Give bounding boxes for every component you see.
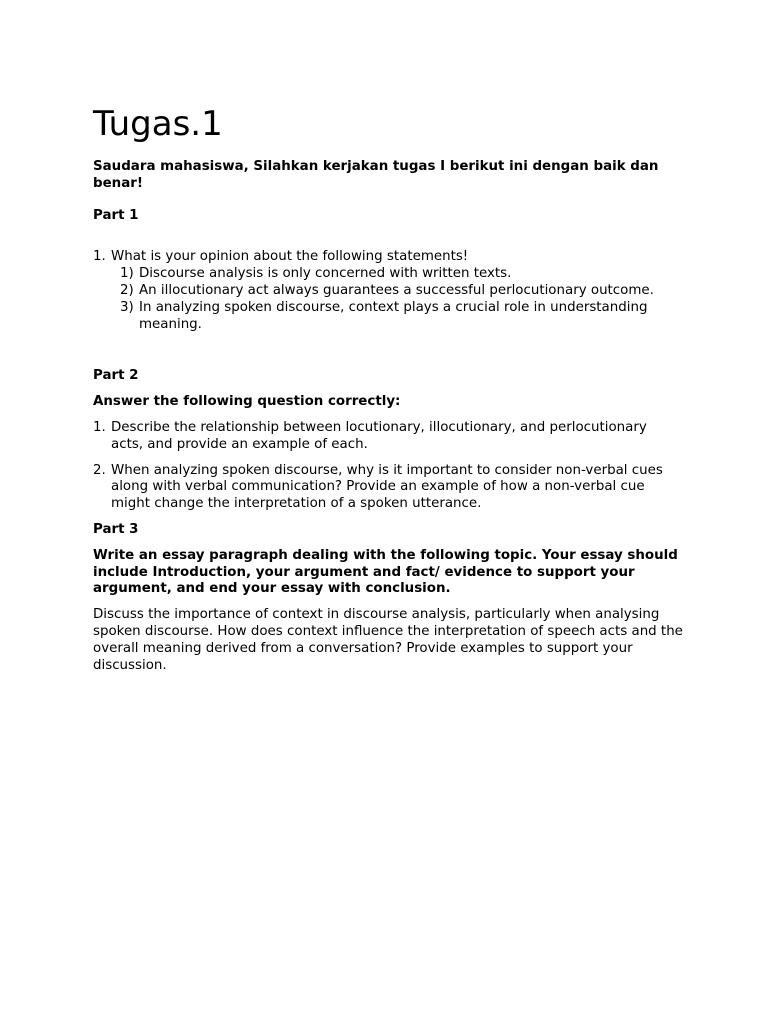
statement-text: Discourse analysis is only concerned with written texts. [139, 266, 512, 282]
question-text: When analyzing spoken discourse, why is it important to consider non-verbal cues along with verbal communication? Provide an example of how a non-verbal cue might change the interpretation of a spoken utterance. [111, 462, 663, 512]
part1-item-number: 1. [93, 249, 106, 265]
part1-item-text: What is your opinion about the following statements! [111, 249, 469, 265]
statement-item [120, 283, 683, 300]
part3-essay-topic: Discuss the importance of context in discourse analysis, particularly when analysing spoken discourse. How does context influence the interpretation of speech acts and the overall meaning derived from a conversation? Provide examples to support your discussion. [93, 607, 683, 673]
document-page [93, 104, 683, 674]
question-text: Describe the relationship between locutionary, illocutionary, and perlocutionary acts, and provide an example of each. [111, 419, 647, 452]
statement-item [120, 300, 683, 334]
question-item [93, 420, 683, 454]
part1-item [93, 249, 683, 266]
question-item [93, 463, 683, 513]
statement-text: In analyzing spoken discourse, context plays a crucial role in understanding meaning. [139, 299, 648, 332]
part2-instruction: Answer the following question correctly: [93, 394, 401, 410]
statement-number: 3) [120, 299, 134, 315]
part1-heading: Part 1 [93, 207, 139, 223]
statement-number: 1) [120, 266, 134, 282]
statement-item [120, 266, 683, 283]
part3-instruction: Write an essay paragraph dealing with the following topic. Your essay should include Introduction, your argument and fact/ evidence to support your argument, and end your essay with conclusion. [93, 547, 678, 597]
question-number: 1. [93, 419, 106, 435]
part3-heading: Part 3 [93, 521, 139, 537]
statement-number: 2) [120, 282, 134, 298]
document-title: Tugas.1 [93, 104, 223, 144]
part2-question-list [93, 420, 683, 513]
statement-list [120, 266, 683, 333]
part1-list [93, 249, 683, 333]
intro-instruction: Saudara mahasiswa, Silahkan kerjakan tugas I berikut ini dengan baik dan benar! [93, 159, 659, 191]
statement-text: An illocutionary act always guarantees a successful perlocutionary outcome. [139, 282, 654, 298]
part2-heading: Part 2 [93, 368, 139, 384]
question-number: 2. [93, 462, 106, 478]
